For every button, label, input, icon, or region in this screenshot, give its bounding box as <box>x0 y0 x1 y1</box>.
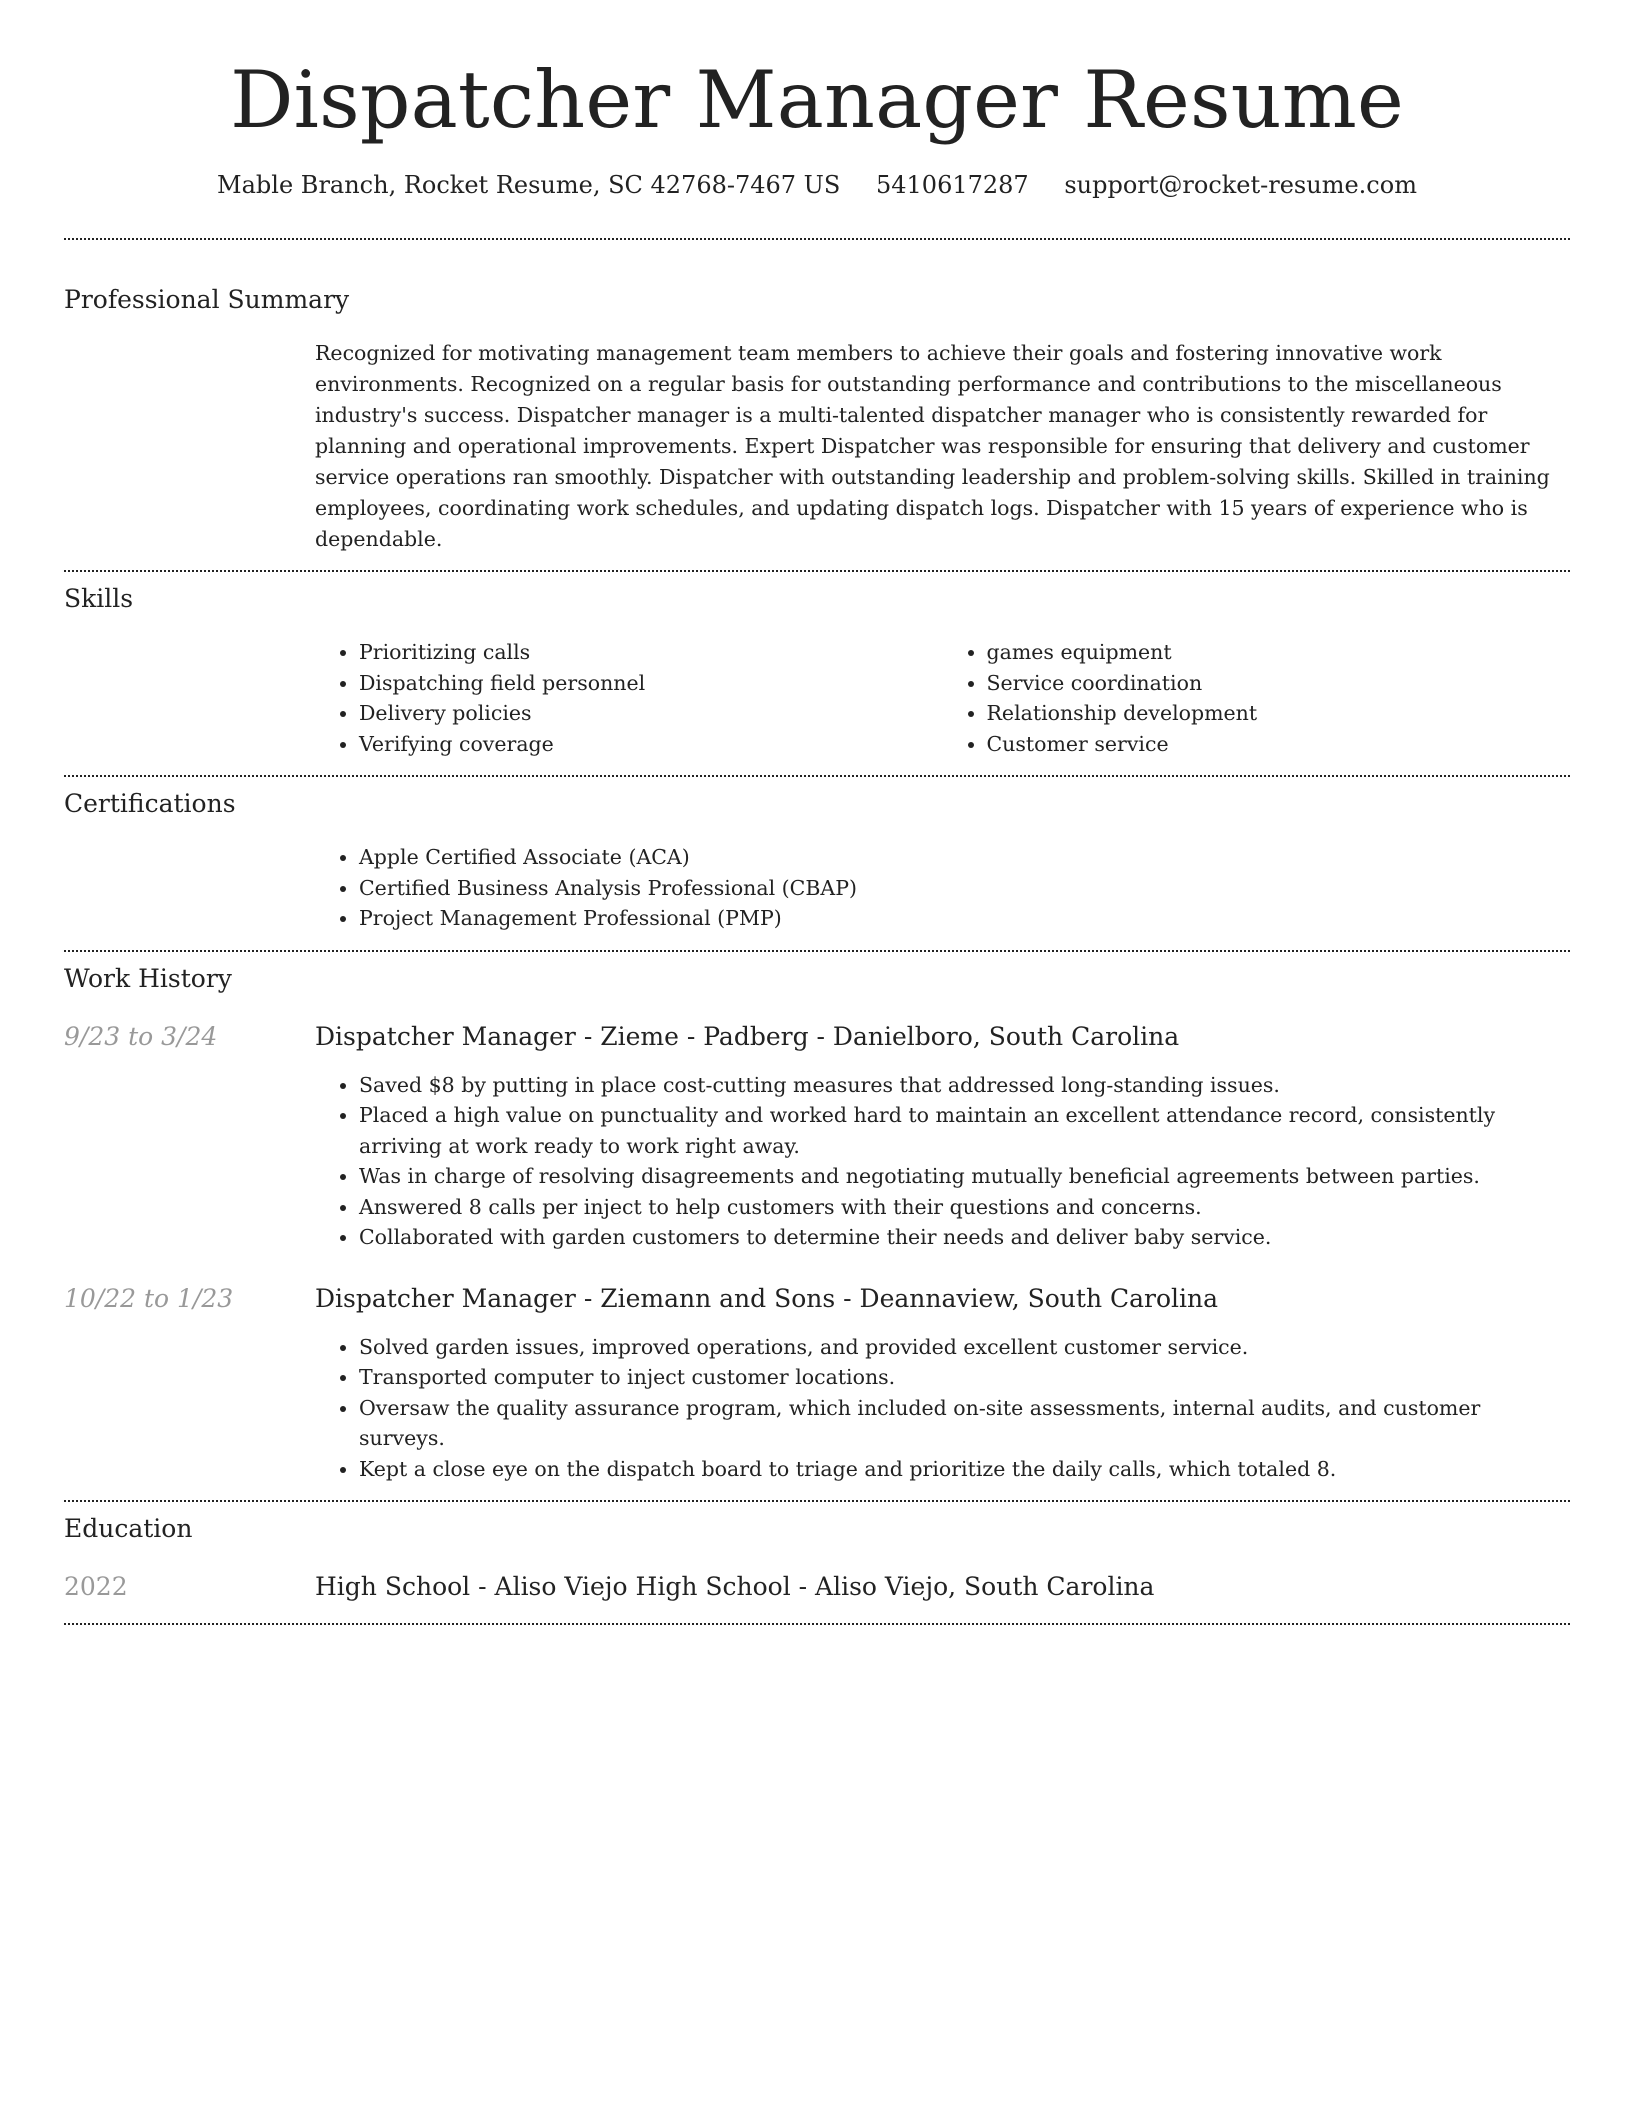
job-bullets <box>315 1332 1570 1485</box>
summary-heading: Professional Summary <box>64 285 350 314</box>
resume-page <box>64 0 1570 1625</box>
certifications-heading: Certifications <box>64 789 236 818</box>
certification-item: • Certified Business Analysis Professional (CBAP) <box>359 873 1570 904</box>
skills-list-left <box>315 637 943 759</box>
skills-section <box>64 572 1570 759</box>
certifications-content <box>315 842 1570 934</box>
job-bullet: • Collaborated with garden customers to determine their needs and deliver baby service. <box>359 1222 1570 1253</box>
skill-item: • games equipment <box>987 637 1571 668</box>
education-date: 2022 <box>64 1572 128 1601</box>
skills-heading: Skills <box>64 584 134 613</box>
job-bullet: • Was in charge of resolving disagreements and negotiating mutually beneficial agreements between parties. <box>359 1161 1570 1192</box>
summary-text: Recognized for motivating management team members to achieve their goals and fostering innovative work environments. Recognized on a regular basis for outstanding performance and contributions to the miscellaneous industry's success. Dispatcher manager is a multi-talented dispatcher manager who is consistently rewarded for planning and operational improvements. Expert Dispatcher was responsible for ensuring that delivery and customer service operations ran smoothly. Dispatcher with outstanding leadership and problem-solving skills. Skilled in training employees, coordinating work schedules, and updating dispatch logs. Dispatcher with 15 years of experience who is dependable. <box>315 341 1550 551</box>
job-bullet: • Saved $8 by putting in place cost-cutting measures that addressed long-standing issues. <box>359 1070 1570 1101</box>
contact-phone: 5410617287 <box>875 171 1029 199</box>
certifications-section <box>64 777 1570 934</box>
job-bullet: • Placed a high value on punctuality and worked hard to maintain an excellent attendance record, consistently arriving at work ready to work right away. <box>359 1100 1570 1161</box>
certification-item: • Project Management Professional (PMP) <box>359 903 1570 934</box>
skill-item: • Prioritizing calls <box>359 637 943 668</box>
education-section <box>64 1502 1570 1603</box>
job-bullet: • Answered 8 calls per inject to help customers with their questions and concerns. <box>359 1192 1570 1223</box>
resume-title: Dispatcher Manager Resume <box>230 54 1404 146</box>
job-bullet: • Transported computer to inject customer locations. <box>359 1362 1570 1393</box>
job-title: Dispatcher Manager - Ziemann and Sons - Deannaview, South Carolina <box>315 1283 1219 1313</box>
skill-item: • Verifying coverage <box>359 729 943 760</box>
job-bullet: • Oversaw the quality assurance program, which included on-site assessments, internal audits, and customer surveys. <box>359 1393 1570 1454</box>
education-title: High School - Aliso Viejo High School - Aliso Viejo, South Carolina <box>315 1572 1155 1601</box>
skill-item: • Relationship development <box>987 698 1571 729</box>
job-body <box>315 1283 1570 1485</box>
job-entry <box>64 1283 1570 1485</box>
education-heading: Education <box>64 1514 193 1543</box>
education-body <box>315 1571 1570 1603</box>
certifications-list <box>315 842 1570 934</box>
skills-list-right <box>943 637 1571 759</box>
job-dates: 9/23 to 3/24 <box>64 1021 218 1051</box>
job-bullets <box>315 1070 1570 1253</box>
contact-email: support@rocket-resume.com <box>1064 171 1417 199</box>
section-divider <box>64 1623 1570 1625</box>
certification-item: • Apple Certified Associate (ACA) <box>359 842 1570 873</box>
work-history-heading: Work History <box>64 963 232 993</box>
education-entry <box>64 1571 1570 1603</box>
summary-content <box>315 338 1570 555</box>
skill-item: • Customer service <box>987 729 1571 760</box>
contact-address: Mable Branch, Rocket Resume, SC 42768-7467 US <box>217 171 841 199</box>
skill-item: • Dispatching field personnel <box>359 668 943 699</box>
job-bullet: • Solved garden issues, improved operations, and provided excellent customer service. <box>359 1332 1570 1363</box>
work-history-section <box>64 952 1570 1485</box>
skill-item: • Service coordination <box>987 668 1571 699</box>
resume-header <box>64 0 1570 200</box>
job-body <box>315 1021 1570 1253</box>
contact-line <box>64 170 1570 200</box>
skills-content <box>315 637 1570 759</box>
skill-item: • Delivery policies <box>359 698 943 729</box>
job-title: Dispatcher Manager - Zieme - Padberg - Danielboro, South Carolina <box>315 1021 1180 1051</box>
job-entry <box>64 1021 1570 1253</box>
summary-section <box>64 240 1570 555</box>
job-dates: 10/22 to 1/23 <box>64 1283 234 1313</box>
job-bullet: • Kept a close eye on the dispatch board to triage and prioritize the daily calls, which totaled 8. <box>359 1454 1570 1485</box>
